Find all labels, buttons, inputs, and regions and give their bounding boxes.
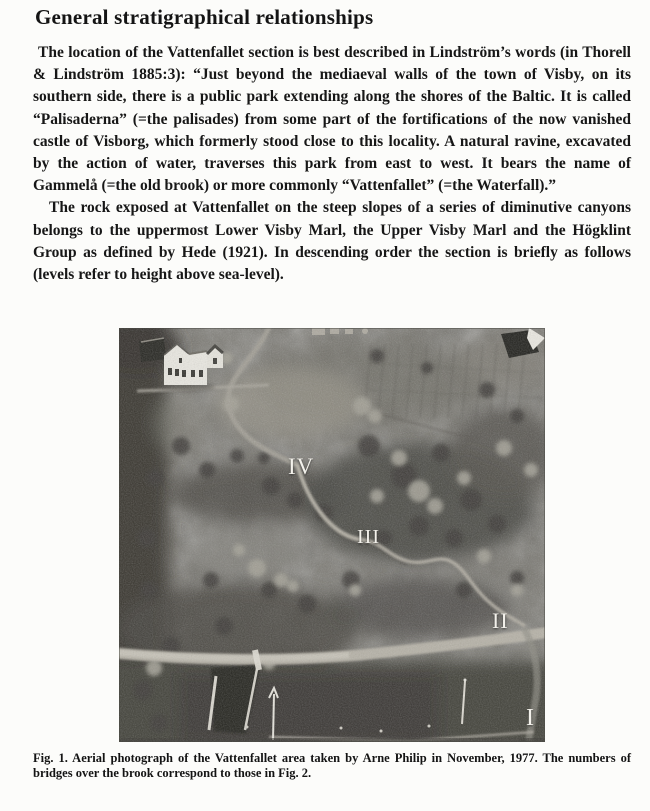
paragraph-location-quote: The location of the Vattenfallet section is best described in Lindström’s words (in Thorell & Lindström 1885:3): “Just beyond the mediaeval walls of the town of Visby, on its southern side, there is a public park extending along the shores of the Baltic. It is called “Palisaderna” (=the palisades) from some part of the fortifications of the now vanished castle of Visborg, which formerly stood close to this locality. A natural ravine, excavated by the action of water, traverses this park from east to west. It bears the name of Gammelå (=the old brook) or more commonly “Vattenfallet” (=the Waterfall).” [33, 44, 631, 195]
body-text [33, 42, 631, 286]
aerial-photo-artwork [119, 328, 545, 742]
bridge-label-II: II [492, 608, 509, 633]
section-heading: General stratigraphical relationships [35, 5, 374, 29]
bridge-label-IV: IV [288, 454, 315, 479]
figure-caption: Fig. 1. Aerial photograph of the Vattenfallet area taken by Arne Philip in November, 1977. The numbers of bridges over the brook correspond to those in Fig. 2. [33, 751, 631, 780]
bridge-label-I: I [526, 705, 535, 731]
bridge-label-III: III [357, 526, 380, 548]
paragraph-rock-exposed: The rock exposed at Vattenfallet on the steep slopes of a series of diminutive canyons belongs to the uppermost Lower Visby Marl, the Upper Visby Marl and the Högklint Group as defined by Hede (1921). In descending order the section is briefly as follows (levels refer to height above sea-level). [33, 199, 631, 284]
figure-1-aerial-photograph [119, 328, 545, 742]
photo-grain [119, 328, 545, 742]
